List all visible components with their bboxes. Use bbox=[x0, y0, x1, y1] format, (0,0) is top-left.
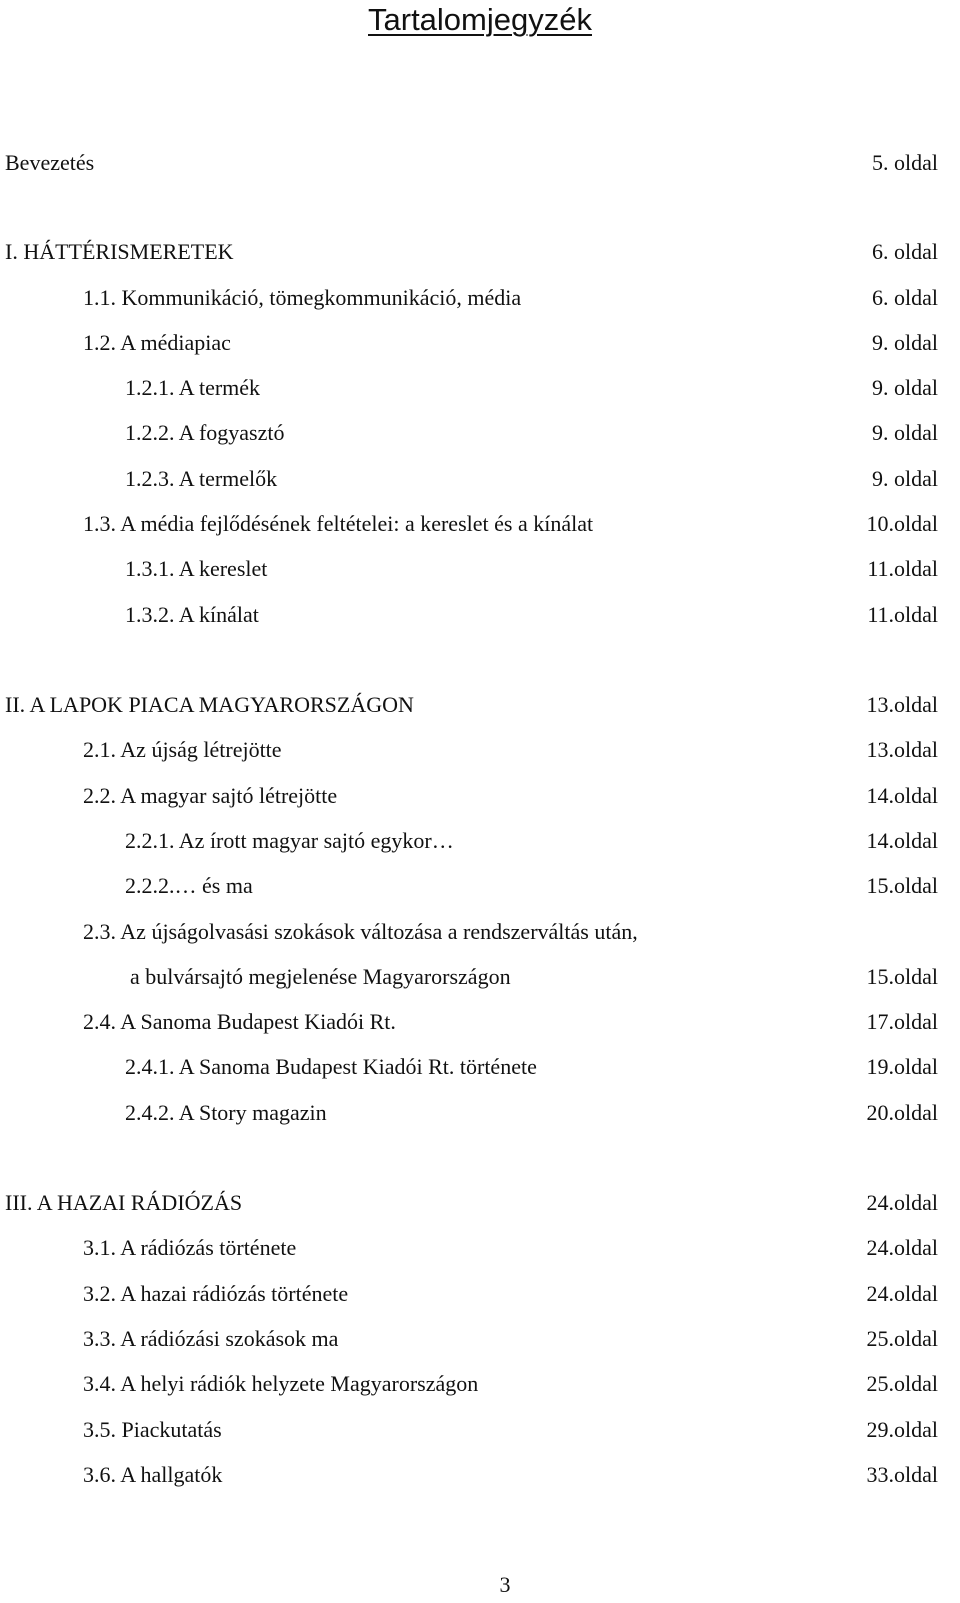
toc-entry bbox=[0, 1233, 960, 1263]
toc-entry-page: 9. oldal bbox=[872, 375, 938, 400]
toc-entry-page: 33.oldal bbox=[866, 1462, 938, 1487]
toc-entry bbox=[0, 917, 960, 947]
toc-entry-label: 2.2.1. Az írott magyar sajtó egykor… bbox=[125, 828, 454, 853]
toc-entry-label: 2.4.2. A Story magazin bbox=[125, 1100, 327, 1125]
toc-entry-page: 11.oldal bbox=[867, 556, 938, 581]
toc-entry-label: 1.1. Kommunikáció, tömegkommunikáció, média bbox=[83, 285, 522, 310]
toc-entry bbox=[0, 1188, 960, 1218]
toc-entry-page: 10.oldal bbox=[866, 511, 938, 536]
toc-entry-label: 1.3.1. A kereslet bbox=[125, 556, 268, 581]
toc-entry bbox=[0, 148, 960, 178]
toc-entry-label: 2.2.2.… és ma bbox=[125, 873, 253, 898]
toc-entry bbox=[0, 328, 960, 358]
toc-entry-label: a bulvársajtó megjelenése Magyarországon bbox=[130, 964, 511, 989]
toc-entry bbox=[0, 509, 960, 539]
toc-entry-page: 14.oldal bbox=[866, 783, 938, 808]
toc-entry-label: I. HÁTTÉRISMERETEK bbox=[5, 239, 234, 264]
toc-entry-page: 17.oldal bbox=[866, 1009, 938, 1034]
toc-entry-page: 24.oldal bbox=[866, 1281, 938, 1306]
toc-entry-page: 29.oldal bbox=[866, 1417, 938, 1442]
toc-entry-page: 5. oldal bbox=[872, 150, 938, 175]
toc-entry-label: 1.2. A médiapiac bbox=[83, 330, 231, 355]
toc-entry-page: 24.oldal bbox=[866, 1190, 938, 1215]
toc-entry-label: 3.2. A hazai rádiózás története bbox=[83, 1281, 349, 1306]
toc-entry-page: 25.oldal bbox=[866, 1371, 938, 1396]
toc-entry bbox=[0, 1369, 960, 1399]
toc-entry bbox=[0, 464, 960, 494]
toc-entry-label: 1.2.2. A fogyasztó bbox=[125, 420, 285, 445]
toc-entry-label: Bevezetés bbox=[5, 150, 95, 175]
toc-entry-label: II. A LAPOK PIACA MAGYARORSZÁGON bbox=[5, 692, 414, 717]
toc-entry-label: 2.4. A Sanoma Budapest Kiadói Rt. bbox=[83, 1009, 396, 1034]
toc-entry-label: 3.6. A hallgatók bbox=[83, 1462, 223, 1487]
toc-entry bbox=[0, 962, 960, 992]
toc-entry bbox=[0, 735, 960, 765]
toc-entry-page: 13.oldal bbox=[866, 692, 938, 717]
toc-entry bbox=[0, 1098, 960, 1128]
toc-entry-page: 25.oldal bbox=[866, 1326, 938, 1351]
toc-entry-page: 15.oldal bbox=[866, 873, 938, 898]
toc-entry bbox=[0, 373, 960, 403]
toc-entry-page: 20.oldal bbox=[866, 1100, 938, 1125]
toc-entry bbox=[0, 690, 960, 720]
toc-entry-page: 9. oldal bbox=[872, 466, 938, 491]
toc-entry-label: 3.1. A rádiózás története bbox=[83, 1235, 297, 1260]
toc-entry-label: 3.4. A helyi rádiók helyzete Magyarországon bbox=[83, 1371, 479, 1396]
toc-entry-page: 13.oldal bbox=[866, 737, 938, 762]
toc-entry-page: 6. oldal bbox=[872, 285, 938, 310]
toc-entry bbox=[0, 1279, 960, 1309]
toc-entry-label: 3.5. Piackutatás bbox=[83, 1417, 222, 1442]
toc-entry-label: 2.3. Az újságolvasási szokások változása a rendszerváltás után, bbox=[83, 919, 638, 944]
toc-entry bbox=[0, 781, 960, 811]
toc-entry-page: 14.oldal bbox=[866, 828, 938, 853]
page-number: 3 bbox=[499, 1572, 511, 1597]
toc-entry-label: 1.3. A média fejlődésének feltételei: a kereslet és a kínálat bbox=[83, 511, 594, 536]
toc-entry-label: 2.1. Az újság létrejötte bbox=[83, 737, 282, 762]
toc-entry bbox=[0, 826, 960, 856]
toc-entry bbox=[0, 418, 960, 448]
toc-entry-label: 3.3. A rádiózási szokások ma bbox=[83, 1326, 339, 1351]
toc-entry-page: 19.oldal bbox=[866, 1054, 938, 1079]
toc-entry bbox=[0, 237, 960, 267]
toc-entry-label: 1.3.2. A kínálat bbox=[125, 602, 259, 627]
toc-entry-page: 6. oldal bbox=[872, 239, 938, 264]
toc-entry bbox=[0, 1052, 960, 1082]
toc-entry bbox=[0, 1415, 960, 1445]
toc-entry bbox=[0, 1460, 960, 1490]
toc-title-text: Tartalomjegyzék bbox=[368, 2, 592, 37]
toc-entry-label: 1.2.3. A termelők bbox=[125, 466, 278, 491]
toc-entry-page: 9. oldal bbox=[872, 420, 938, 445]
toc-entry bbox=[0, 1324, 960, 1354]
toc-entry-page: 24.oldal bbox=[866, 1235, 938, 1260]
toc-entry bbox=[0, 283, 960, 313]
toc-entry-label: 2.4.1. A Sanoma Budapest Kiadói Rt. története bbox=[125, 1054, 537, 1079]
toc-entry bbox=[0, 600, 960, 630]
toc-entry-page: 15.oldal bbox=[866, 964, 938, 989]
toc-entry bbox=[0, 554, 960, 584]
toc-entry-label: III. A HAZAI RÁDIÓZÁS bbox=[5, 1190, 243, 1215]
toc-entry-page: 9. oldal bbox=[872, 330, 938, 355]
toc-entry bbox=[0, 1007, 960, 1037]
toc-entry bbox=[0, 871, 960, 901]
toc-entry-label: 1.2.1. A termék bbox=[125, 375, 261, 400]
toc-entry-page: 11.oldal bbox=[867, 602, 938, 627]
toc-entry-label: 2.2. A magyar sajtó létrejötte bbox=[83, 783, 338, 808]
